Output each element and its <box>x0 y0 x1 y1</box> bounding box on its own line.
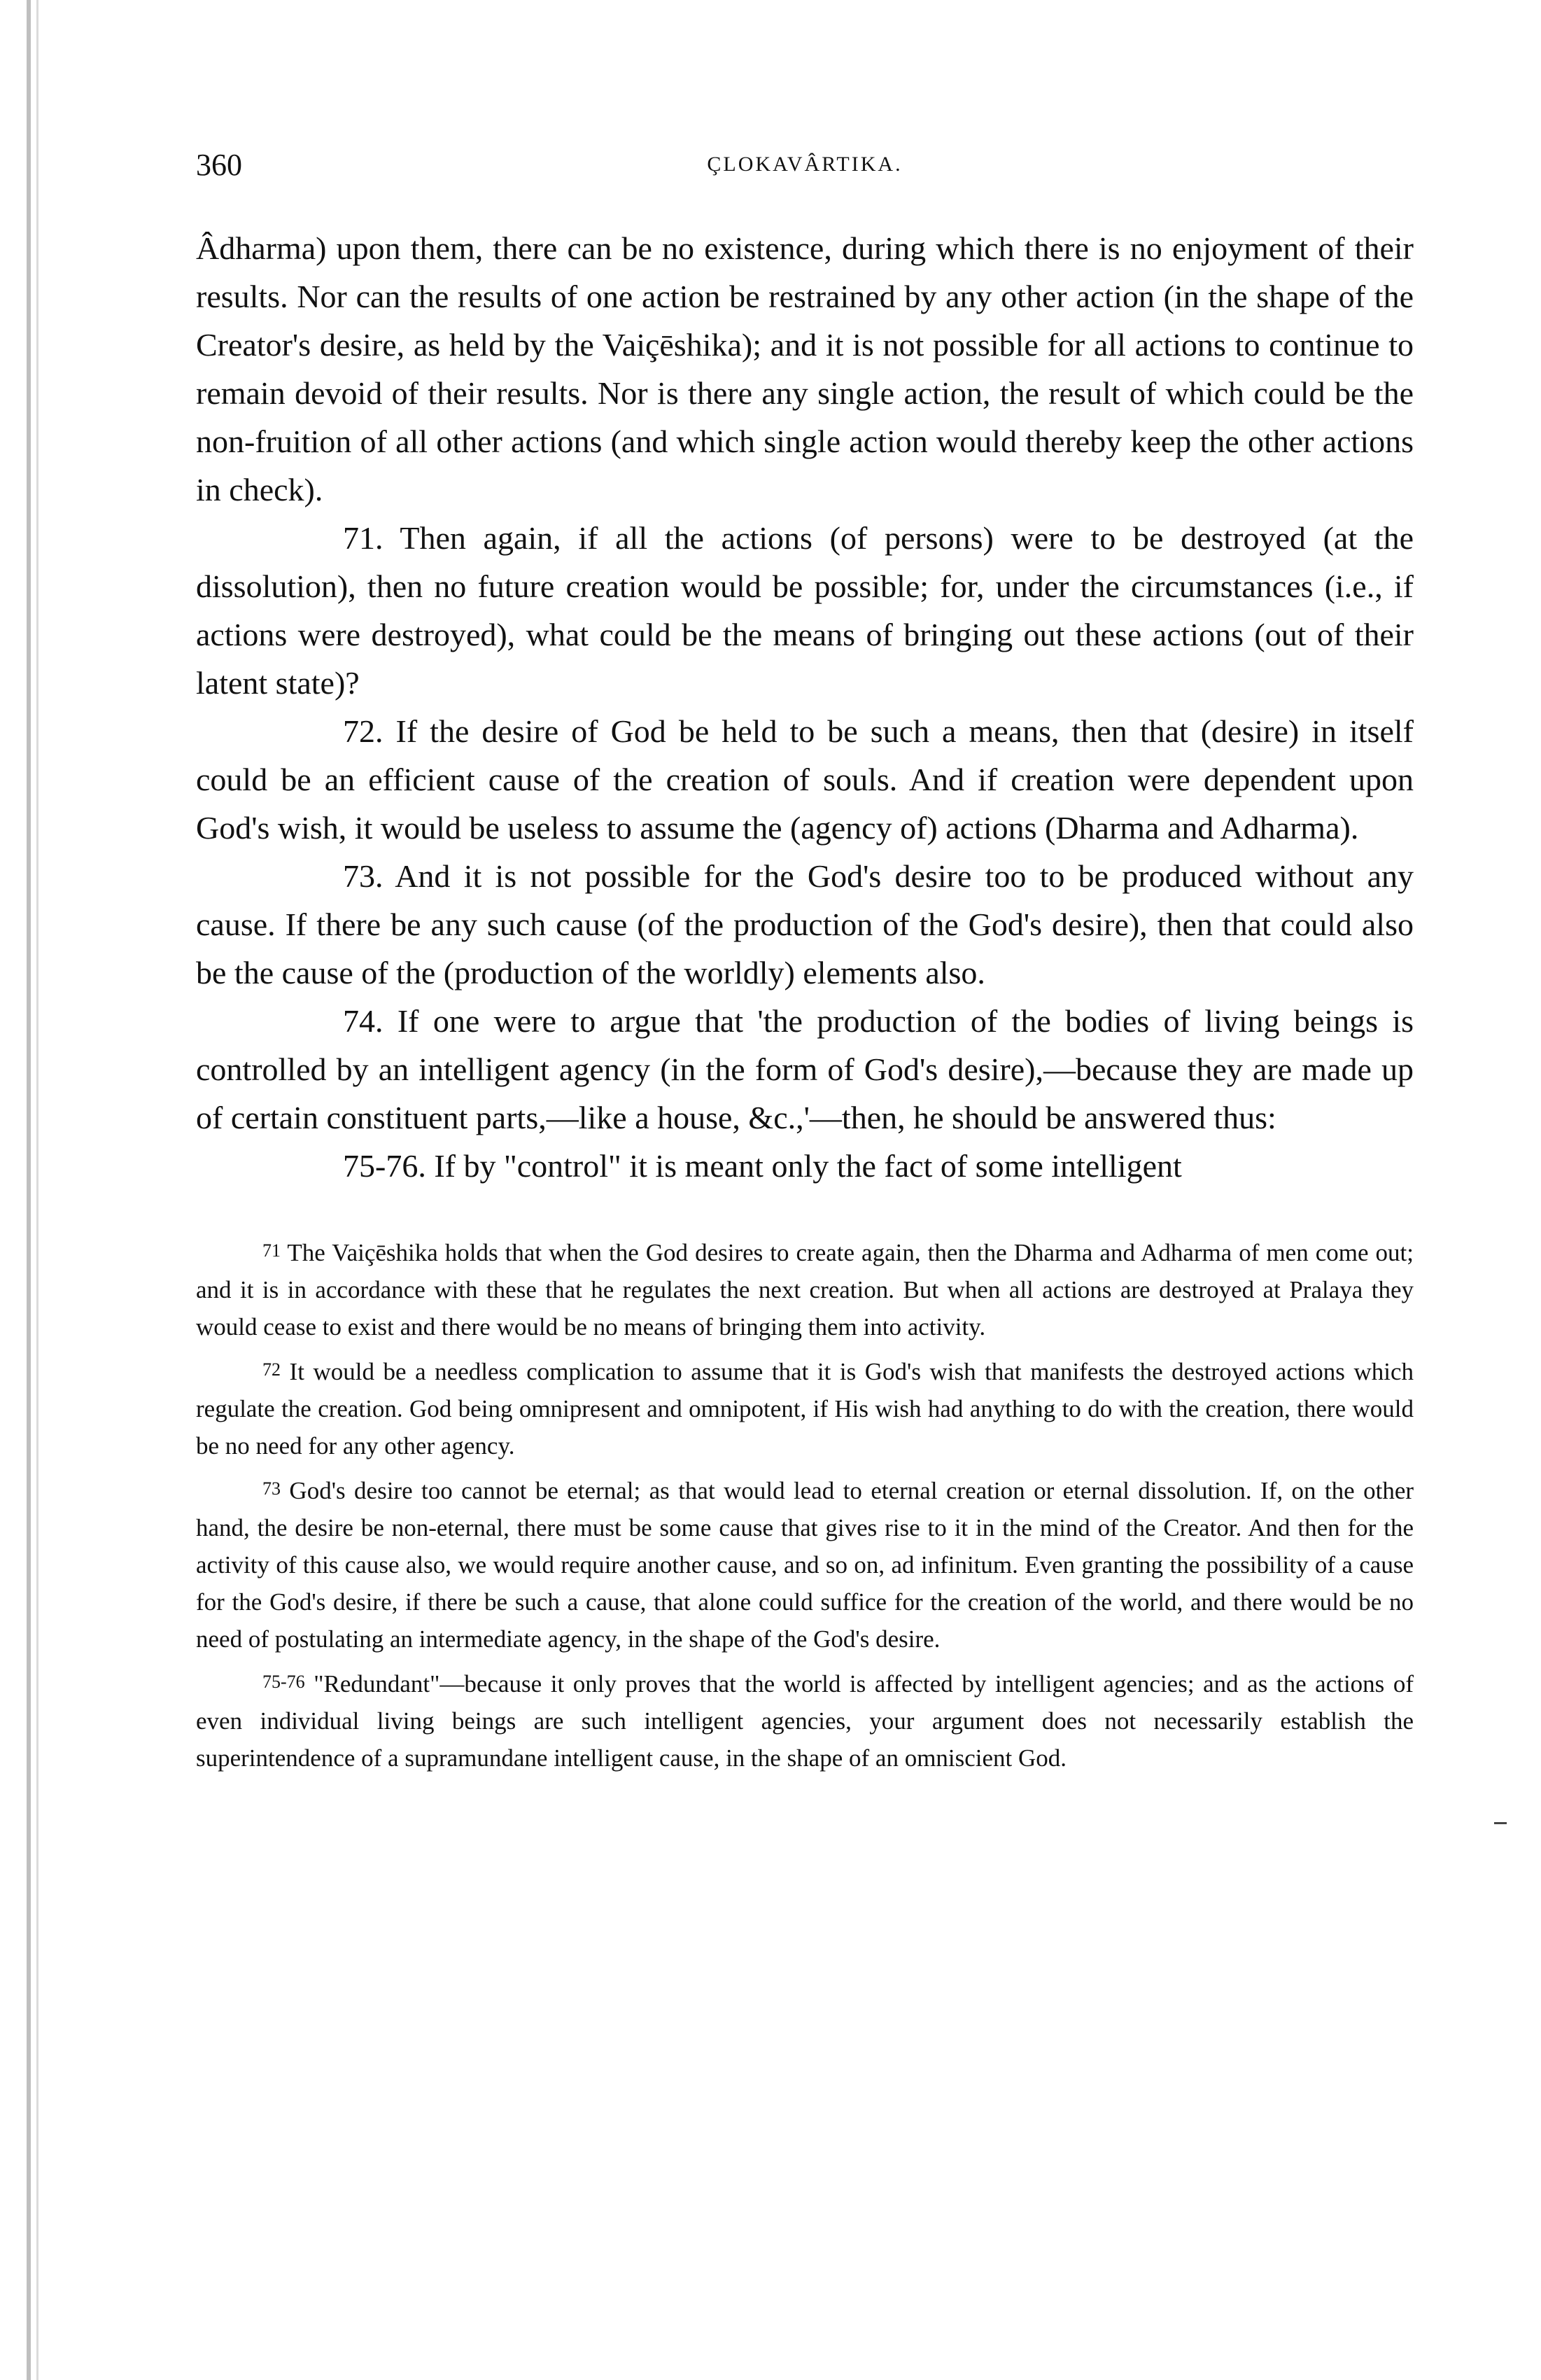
footnote-75-76 <box>196 1663 1414 1777</box>
binding-edge <box>27 0 31 2380</box>
footnote-number: 75-76 <box>262 1672 305 1692</box>
running-title: ÇLOKAVÂRTIKA. <box>707 153 903 176</box>
footnote-text: God's desire too cannot be eternal; as that would lead to eternal creation or eternal dissolution. If, on the other hand, the desire be non-eternal, there must be some cause that gives rise to it in the mind of the Creator. And then for the activity of this cause also, we would require another cause, and so on, ad infinitum. Even granting the possibility of a cause for the God's desire, if there be such a cause, that alone could suffice for the creation of the world, and there would be no need of postulating an intermediate agency, in the shape of the God's desire. <box>196 1477 1414 1653</box>
footnote-number: 73 <box>262 1478 281 1499</box>
page-number: 360 <box>196 148 242 182</box>
footnote-number: 72 <box>262 1359 281 1380</box>
footnote-text: The Vaiçēshika holds that when the God desires to create again, then the Dharma and Adharma of men come out; and it is in accordance with these that he regulates the next creation. But when all actions are destroyed at Pralaya they would cease to exist and there would be no means of bringing them into activity. <box>196 1239 1414 1340</box>
paragraph-74: 74. If one were to argue that 'the production of the bodies of living beings is controlled by an intelligent agency (in the form of God's desire),—because they are made up of certain constituent parts,—like a house, &c.,'—then, he should be answered thus: <box>196 1003 1414 1135</box>
paragraph-71: 71. Then again, if all the actions (of persons) were to be destroyed (at the dissolution), then no future creation would be possible; for, under the circumstances (i.e., if actions were destroyed), what could be the means of bringing out these actions (out of their latent state)? <box>196 520 1414 701</box>
footnote-number: 71 <box>262 1240 281 1261</box>
footnote-71 <box>196 1232 1414 1345</box>
binding-edge-inner <box>36 0 38 2380</box>
footnote-text: "Redundant"—because it only proves that the world is affected by intelligent agencies; and as the actions of even individual living beings are such intelligent agencies, your argument does not necessarily establish the superintendence of a supramundane intelligent cause, in the shape of an omniscient God. <box>196 1670 1414 1772</box>
footnote-text: It would be a needless complication to assume that it is God's wish that manifests the destroyed actions which regulate the creation. God being omnipresent and omnipotent, if His wish had anything to do with the creation, there would be no need for any other agency. <box>196 1358 1414 1460</box>
footnotes <box>196 1232 1414 1777</box>
paragraph-continuation: Âdharma) upon them, there can be no existence, during which there is no enjoyment of their results. Nor can the results of one action be restrained by any other action (in the shape of the Creator's desire, as held by the Vaiçēshika); and it is not possible for all actions to continue to remain devoid of their results. Nor is there any single action, the result of which could be the non-fruition of all other actions (and which single action would thereby keep the other actions in check). <box>196 230 1414 507</box>
paragraph-75-76: 75-76. If by "control" it is meant only the fact of some intelligent <box>343 1148 1182 1184</box>
page-header <box>196 147 1414 196</box>
paragraph-73: 73. And it is not possible for the God's desire too to be produced without any cause. If there be any such cause (of the production of the God's desire), then that could also be the cause of the (production of the worldly) elements also. <box>196 858 1414 990</box>
book-page <box>196 147 1414 1782</box>
margin-mark <box>1494 1822 1507 1824</box>
main-text <box>196 224 1414 1190</box>
footnote-72 <box>196 1351 1414 1464</box>
paragraph-72: 72. If the desire of God be held to be such a means, then that (desire) in itself could be an efficient cause of the creation of souls. And if creation were dependent upon God's wish, it would be useless to assume the (agency of) actions (Dharma and Adharma). <box>196 713 1414 846</box>
footnote-73 <box>196 1470 1414 1658</box>
